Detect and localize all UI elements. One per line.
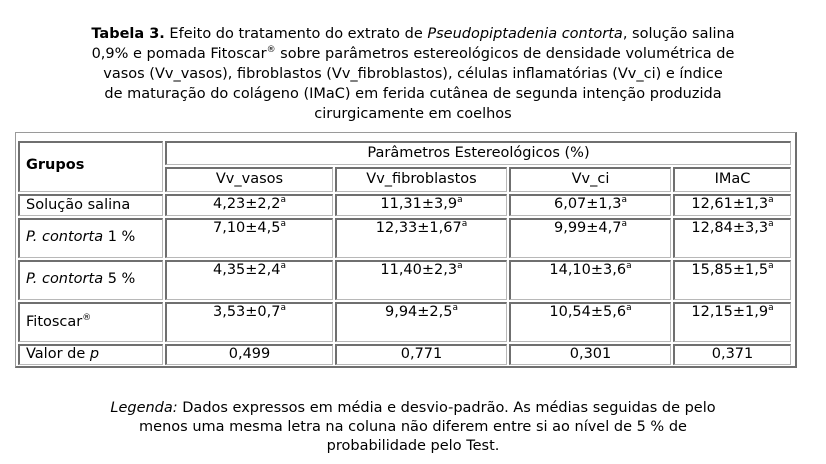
table-cell	[165, 260, 333, 300]
row-group-label: Fitoscar®	[26, 313, 92, 330]
table-cell	[165, 302, 333, 342]
caption-line-3: vasos (Vv_vasos), fibroblastos (Vv_fibroblastos), células inflamatórias (Vv_ci) e índice	[103, 66, 723, 82]
legend-label: Legenda:	[110, 400, 178, 416]
table-cell	[673, 260, 791, 300]
cell-value: 12,15±1,9$^a$	[691, 303, 774, 320]
pvalue-cell	[335, 344, 507, 365]
table-cell	[335, 218, 507, 258]
caption-text: 0,9% e pomada Fitoscar	[91, 46, 267, 62]
pvalue-cell	[673, 344, 791, 365]
legend-line-3: probabilidade pelo Test.	[326, 438, 500, 454]
legend-text: Dados expressos em média e desvio-padrão. As médias seguidas de pelo	[177, 400, 716, 416]
column-header-vv-vasos: Vv_vasos	[215, 171, 284, 187]
cell-value: 7,10±4,5$^a$	[212, 219, 286, 236]
column-header-cell	[165, 167, 333, 192]
cell-value: 4,23±2,2$^a$	[212, 195, 286, 212]
cell-value: 11,40±2,3$^a$	[380, 261, 463, 278]
cell-value: 12,33±1,67$^a$	[375, 219, 468, 236]
column-header-cell	[673, 167, 791, 192]
caption-line-2	[40, 44, 786, 64]
cell-value: 10,54±5,6$^a$	[549, 303, 632, 320]
table-cell	[165, 194, 333, 216]
table-cell	[509, 302, 671, 342]
cell-value: 6,07±1,3$^a$	[553, 195, 627, 212]
caption-line-4: de maturação do colágeno (IMaC) em ferida cutânea de segunda intenção produzida	[104, 86, 722, 102]
table-cell	[509, 260, 671, 300]
cell-value: 9,94±2,5$^a$	[384, 303, 458, 320]
table-cell	[509, 194, 671, 216]
table-cell	[673, 218, 791, 258]
cell-value: 4,35±2,4$^a$	[212, 261, 286, 278]
caption-label: Tabela 3.	[91, 26, 165, 42]
groups-header: Grupos	[26, 157, 85, 173]
column-header-imac: IMaC	[714, 171, 751, 187]
column-header-cell	[509, 167, 671, 192]
pvalue-label: Valor de p	[26, 346, 100, 362]
table-cell	[335, 302, 507, 342]
cell-value: 12,84±3,3$^a$	[691, 219, 774, 236]
table-row-group-cell	[18, 302, 163, 342]
legend-line-2: menos uma mesma letra na coluna não diferem entre si ao nível de 5 % de	[139, 419, 687, 435]
table-cell	[165, 218, 333, 258]
row-group-label: P. contorta 5 %	[26, 271, 136, 287]
table-legend	[40, 399, 786, 456]
data-table	[15, 132, 797, 368]
table-caption	[40, 24, 786, 124]
table-cell	[509, 218, 671, 258]
caption-text: , solução salina	[622, 26, 735, 42]
table-row-group-cell	[18, 194, 163, 216]
table-cell	[335, 260, 507, 300]
caption-line-1	[40, 24, 786, 44]
caption-species: Pseudopiptadenia contorta	[427, 26, 623, 42]
table-row-group-cell	[18, 218, 163, 258]
pvalue: 0,499	[228, 346, 271, 362]
cell-value: 3,53±0,7$^a$	[212, 303, 286, 320]
legend-line-1	[40, 399, 786, 418]
table-cell	[673, 302, 791, 342]
table-cell	[335, 194, 507, 216]
column-header-cell	[335, 167, 507, 192]
caption-text: sobre parâmetros estereológicos de densidade volumétrica de	[275, 46, 735, 62]
cell-value: 11,31±3,9$^a$	[380, 195, 463, 212]
groups-header-cell	[18, 141, 163, 192]
params-header: Parâmetros Estereológicos (%)	[367, 145, 590, 161]
pvalue: 0,771	[400, 346, 443, 362]
cell-value: 9,99±4,7$^a$	[553, 219, 627, 236]
registered-mark: ®	[266, 45, 276, 56]
pvalue: 0,371	[711, 346, 754, 362]
cell-value: 12,61±1,3$^a$	[691, 195, 774, 212]
cell-value: 15,85±1,5$^a$	[691, 261, 774, 278]
pvalue: 0,301	[569, 346, 612, 362]
caption-text: Efeito do tratamento do extrato de	[164, 26, 428, 42]
column-header-vv-ci: Vv_ci	[571, 171, 610, 187]
column-header-vv-fibroblastos: Vv_fibroblastos	[366, 171, 477, 187]
cell-value: 14,10±3,6$^a$	[549, 261, 632, 278]
table-row-group-cell	[18, 260, 163, 300]
params-header-cell	[165, 141, 791, 165]
row-group-label: P. contorta 1 %	[26, 229, 136, 245]
row-group-label: Solução salina	[26, 197, 131, 213]
pvalue-cell	[165, 344, 333, 365]
caption-line-5: cirurgicamente em coelhos	[314, 106, 512, 122]
table-cell	[673, 194, 791, 216]
pvalue-cell	[509, 344, 671, 365]
pvalue-label-cell	[18, 344, 163, 365]
